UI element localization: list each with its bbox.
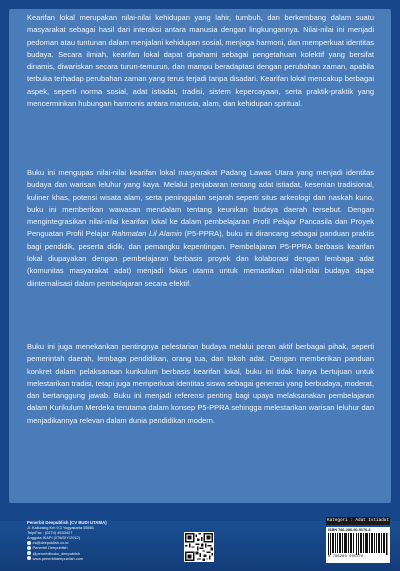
- publisher-ikapi: Anggota IKAPI (076/DIY/2012): [27, 535, 80, 541]
- publisher-name: Penerbit Deepublish (CV BUDI UTAMA): [27, 520, 107, 525]
- barcode-icon: [328, 533, 388, 555]
- synopsis-paragraph-1: Kearifan lokal merupakan nilai-nilai kehidupan yang lahir, tumbuh, dan berkembang dalam suatu masyarakat sebagai hasil dari interaksi antara manusia dengan lingkungannya. Nilai-nilai ini menjadi pedoman atau tuntunan dalam menjalani kehidupan sosial, menjaga harmoni, dan memperkuat identitas budaya. Secara ilmiah, kearifan lokal dapat dipahami sebagai pengetahuan kolektif yang bersifat dinamis, diwariskan secara turun-temurun, dan mampu beradaptasi dengan perubahan zaman, apabila terbuka terhadap perubahan zaman yang terus terjadi tanpa disadari. Kearifan lokal mencakup berbagai aspek, seperti norma sosial, adat istiadat, tradisi, sistem kepercayaan, serta praktik-praktik yang mencerminkan hubungan harmonis antara manusia, alam, dan kehidupan spiritual.: [27, 13, 374, 109]
- synopsis-paragraph-2-part-1: Buku ini mengupas nilai-nilai kearifan lokal masyarakat Padang Lawas Utara yang menjadi identitas budaya dan warisan leluhur yang kaya. Melalui penjabaran tentang adat istiadat, kesenian tradisional, kuliner khas, potensi wisata alam, serta peninggalan sejarah seperti situs arkeologi dan naskah kuno, buku ini memberikan wawasan mendalam tentang keunikan budaya daerah tersebut. Dengan mengintegrasikan nilai-nilai kearifan lokal ke dalam pembelajaran Profil Pelajar Pancasila dan Proyek Penguatan Profil Pelajar: [27, 168, 374, 239]
- email-icon: [27, 541, 31, 545]
- contact-facebook-text: Penerbit Deepublish: [32, 545, 68, 551]
- qr-code[interactable]: [184, 532, 214, 562]
- isbn-digits: 9 786286 005176: [328, 555, 364, 560]
- category-label: Kategori : Adat Istiadat: [327, 518, 389, 523]
- qr-code-icon: [185, 533, 213, 561]
- publisher-info: [27, 520, 167, 561]
- publisher-address: Jl. Kaliurang Km 9,3 Yogyakarta 55581: [27, 525, 95, 531]
- synopsis-paragraph-3: Buku ini juga menekankan pentingnya pelestarian budaya melalui peran aktif berbagai pihak, seperti pemerintah daerah, lembaga pendidikan, orang tua, dan tokoh adat. Dengan memberikan panduan konkret dalam pelaksanaan kurikulum berbasis kearifan lokal, buku ini tidak hanya bertujuan untuk melestarikan tradisi, tetapi juga memperkuat identitas siswa sebagai generasi yang berbudaya, moderat, dan bertanggung jawab. Buku ini menjadi referensi penting bagi upaya melaksanakan pembelajaran dalam Kurikulum Merdeka terutama dalam konsep P5-PPRA sehingga melestarikan warisan leluhur dan menjadikannya relevan dalam dunia pendidikan modern.: [27, 342, 374, 425]
- isbn-label: ISBN 786-286-00-5176-6: [328, 528, 371, 532]
- web-icon: [27, 556, 31, 560]
- synopsis-paragraph-2-part-2: (P5-PPRA), buku ini dirancang sebagai panduan praktis bagi pendidik, peserta didik, dan pemangku kepentingan. Pembelajaran P5-PPRA berbasis kearifan lokal diupayakan dengan pembelajaran berbasis proyek dan kolaborasi dengan lembaga adat (komunitas masyarakat adat) menjadi fokus utama untuk memastikan nilai-nilai budaya dapat diinternalisasi dalam pembelajaran secara efektif.: [27, 229, 375, 288]
- synopsis-paragraph-2: [27, 167, 374, 290]
- contact-web: [27, 556, 167, 561]
- contact-web-text: www.penerbitdeepublish.com: [32, 555, 84, 561]
- contact-instagram-text: @penerbitbuku_deepublish: [32, 550, 80, 556]
- facebook-icon: [27, 546, 31, 550]
- publisher-phone: Telp/Fax : (0274) 4533427: [27, 530, 73, 536]
- instagram-icon: [27, 551, 31, 555]
- contact-email-text: cs@deepublish.co.id: [32, 540, 69, 546]
- isbn-block: [326, 527, 390, 563]
- synopsis-paragraph-2-italic: Rahmatan Lil Alamin: [111, 229, 182, 239]
